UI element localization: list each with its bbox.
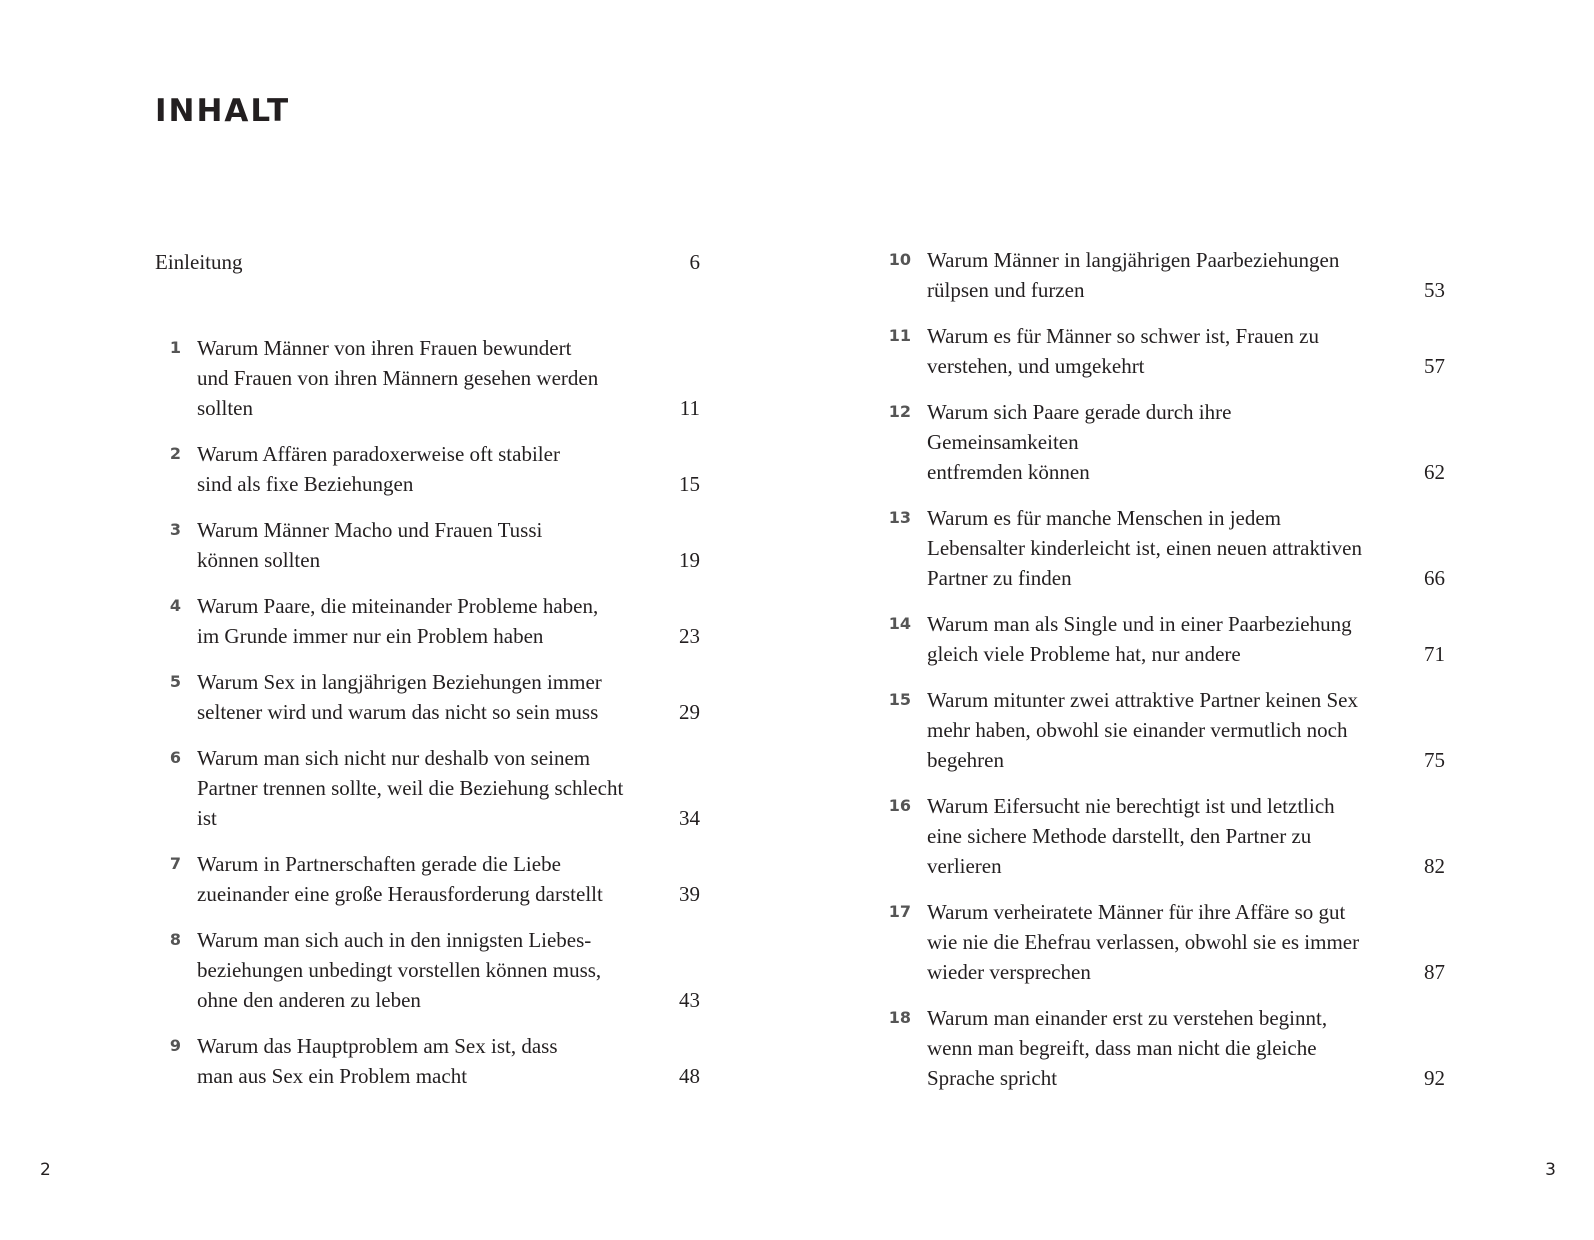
toc-entry-title-line: Warum sich Paare gerade durch ihre Gemeinsamkeiten — [927, 400, 1232, 454]
toc-entry-title-line: verlieren — [927, 854, 1002, 878]
toc-entry-number: 8 — [169, 930, 181, 949]
toc-entry-title-line: Partner trennen sollte, weil die Beziehung schlecht ist — [197, 776, 624, 830]
toc-entry-page-number: 87 — [1424, 960, 1445, 984]
toc-entry-number: 5 — [169, 672, 181, 691]
toc-entry-title-line: und Frauen von ihren Männern gesehen werden — [197, 366, 599, 390]
toc-entry-page-number: 15 — [679, 472, 700, 496]
toc-entry-title-line: begehren — [927, 748, 1004, 772]
toc-entry[interactable] — [885, 503, 1445, 593]
toc-entry-title-line: zueinander eine große Herausforderung darstellt — [197, 882, 603, 906]
toc-entry[interactable] — [155, 333, 700, 423]
toc-entry-number: 11 — [888, 326, 911, 345]
toc-entry-title-line: Warum in Partnerschaften gerade die Liebe — [197, 852, 561, 876]
toc-entry[interactable] — [155, 591, 700, 651]
toc-entry-page-number: 62 — [1424, 460, 1445, 484]
toc-entry-title-line: Warum man sich auch in den innigsten Liebes- — [197, 928, 592, 952]
toc-entry[interactable] — [885, 897, 1445, 987]
toc-entry[interactable] — [885, 321, 1445, 381]
toc-entry[interactable] — [885, 397, 1445, 487]
toc-entry-title-line: man aus Sex ein Problem macht — [197, 1064, 468, 1088]
toc-entry[interactable] — [155, 925, 700, 1015]
toc-entry-title-line: Warum mitunter zwei attraktive Partner keinen Sex — [927, 688, 1358, 712]
toc-column-right — [885, 245, 1445, 1109]
toc-entry-title-line: Warum es für manche Menschen in jedem — [927, 506, 1282, 530]
toc-entry[interactable] — [155, 667, 700, 727]
toc-entry-number: 13 — [888, 508, 911, 527]
toc-entry-title-line: Warum Eifersucht nie berechtigt ist und letztlich — [927, 794, 1335, 818]
toc-entry-number: 10 — [888, 250, 911, 269]
toc-entry-page-number: 66 — [1424, 566, 1445, 590]
toc-entry-title-line: rülpsen und furzen — [927, 278, 1085, 302]
toc-entry[interactable] — [885, 609, 1445, 669]
toc-entry[interactable] — [155, 515, 700, 575]
toc-entry-title-line: mehr haben, obwohl sie einander vermutlich noch — [927, 718, 1348, 742]
toc-entry-title-line: wenn man begreift, dass man nicht die gleiche — [927, 1036, 1317, 1060]
toc-entry-title-line: wie nie die Ehefrau verlassen, obwohl sie es immer — [927, 930, 1360, 954]
toc-entry-title-line: Warum Sex in langjährigen Beziehungen immer — [197, 670, 602, 694]
toc-entry-title-line: können sollten — [197, 548, 321, 572]
toc-entry[interactable] — [885, 685, 1445, 775]
toc-entry[interactable] — [155, 439, 700, 499]
toc-entry-page-number: 53 — [1424, 278, 1445, 302]
toc-entry-page-number: 82 — [1424, 854, 1445, 878]
toc-entry[interactable] — [885, 791, 1445, 881]
toc-entry-title-line: verstehen, und umgekehrt — [927, 354, 1145, 378]
toc-entry-title-line: sind als fixe Beziehungen — [197, 472, 414, 496]
toc-entry-number: 2 — [169, 444, 181, 463]
toc-entry-number: 9 — [169, 1036, 181, 1055]
toc-entry-page-number: 43 — [679, 988, 700, 1012]
toc-entry-page-number: 57 — [1424, 354, 1445, 378]
toc-entry-number: 17 — [888, 902, 911, 921]
toc-entry-title-line: Warum das Hauptproblem am Sex ist, dass — [197, 1034, 558, 1058]
toc-entry-title-line: entfremden können — [927, 460, 1090, 484]
toc-entry-title-line: Warum verheiratete Männer für ihre Affäre so gut — [927, 900, 1346, 924]
toc-entry-title-line: Warum man einander erst zu verstehen beginnt, — [927, 1006, 1328, 1030]
toc-entry-title: Einleitung — [155, 250, 243, 274]
toc-entry-page-number: 34 — [679, 806, 700, 830]
toc-entry-number: 6 — [169, 748, 181, 767]
toc-entry-title-line: wieder versprechen — [927, 960, 1091, 984]
toc-entry[interactable] — [155, 743, 700, 833]
toc-entry-title-line: Warum Männer in langjährigen Paarbeziehungen — [927, 248, 1340, 272]
toc-entry-page-number: 6 — [689, 250, 700, 274]
toc-entry-page-number: 75 — [1424, 748, 1445, 772]
toc-entry-page-number: 11 — [679, 396, 700, 420]
toc-entry-number: 4 — [169, 596, 181, 615]
toc-entry-title-line: Lebensalter kinderleicht ist, einen neuen attraktiven — [927, 536, 1362, 560]
toc-entry[interactable] — [885, 1003, 1445, 1093]
toc-entry-title-line: Sprache spricht — [927, 1066, 1058, 1090]
toc-entry-title-line: Warum man sich nicht nur deshalb von seinem — [197, 746, 591, 770]
toc-entry-title-line: seltener wird und warum das nicht so sein muss — [197, 700, 599, 724]
toc-entry-page-number: 71 — [1424, 642, 1445, 666]
toc-entry-page-number: 92 — [1424, 1066, 1445, 1090]
toc-entry-title-line: Warum Paare, die miteinander Probleme haben, — [197, 594, 599, 618]
toc-entry-page-number: 23 — [679, 624, 700, 648]
toc-entry-title-line: Warum Männer Macho und Frauen Tussi — [197, 518, 543, 542]
toc-entry-number: 3 — [169, 520, 181, 539]
toc-entry-page-number: 39 — [679, 882, 700, 906]
toc-entry-title-line: Warum man als Single und in einer Paarbeziehung — [927, 612, 1352, 636]
toc-entry-title-line: eine sichere Methode darstellt, den Partner zu — [927, 824, 1312, 848]
toc-entry-number: 1 — [169, 338, 181, 357]
toc-entry-page-number: 19 — [679, 548, 700, 572]
toc-entry-title-line: Warum es für Männer so schwer ist, Frauen zu — [927, 324, 1319, 348]
page-number-left: 2 — [40, 1160, 51, 1180]
toc-entry-number: 14 — [888, 614, 911, 633]
page-number-right: 3 — [1545, 1160, 1556, 1180]
toc-entry-title-line: beziehungen unbedingt vorstellen können muss, — [197, 958, 602, 982]
toc-entry-title-line: Warum Männer von ihren Frauen bewundert — [197, 336, 572, 360]
toc-entry-title-line: sollten — [197, 396, 253, 420]
toc-entry-number: 15 — [888, 690, 911, 709]
toc-entry-number: 18 — [888, 1008, 911, 1027]
toc-column-left — [155, 333, 700, 1107]
toc-entry-number: 12 — [888, 402, 911, 421]
toc-entry-title-line: Warum Affären paradoxerweise oft stabiler — [197, 442, 560, 466]
toc-entry[interactable] — [155, 1031, 700, 1091]
toc-entry[interactable] — [885, 245, 1445, 305]
toc-entry-number: 7 — [169, 854, 181, 873]
toc-entry-title-line: im Grunde immer nur ein Problem haben — [197, 624, 544, 648]
toc-entry-number: 16 — [888, 796, 911, 815]
toc-entry-page-number: 29 — [679, 700, 700, 724]
toc-entry[interactable] — [155, 849, 700, 909]
toc-entry-title-line: ohne den anderen zu leben — [197, 988, 421, 1012]
toc-entry-page-number: 48 — [679, 1064, 700, 1088]
page-title: INHALT — [155, 93, 291, 129]
toc-entry-title-line: gleich viele Probleme hat, nur andere — [927, 642, 1241, 666]
toc-entry-title-line: Partner zu finden — [927, 566, 1072, 590]
